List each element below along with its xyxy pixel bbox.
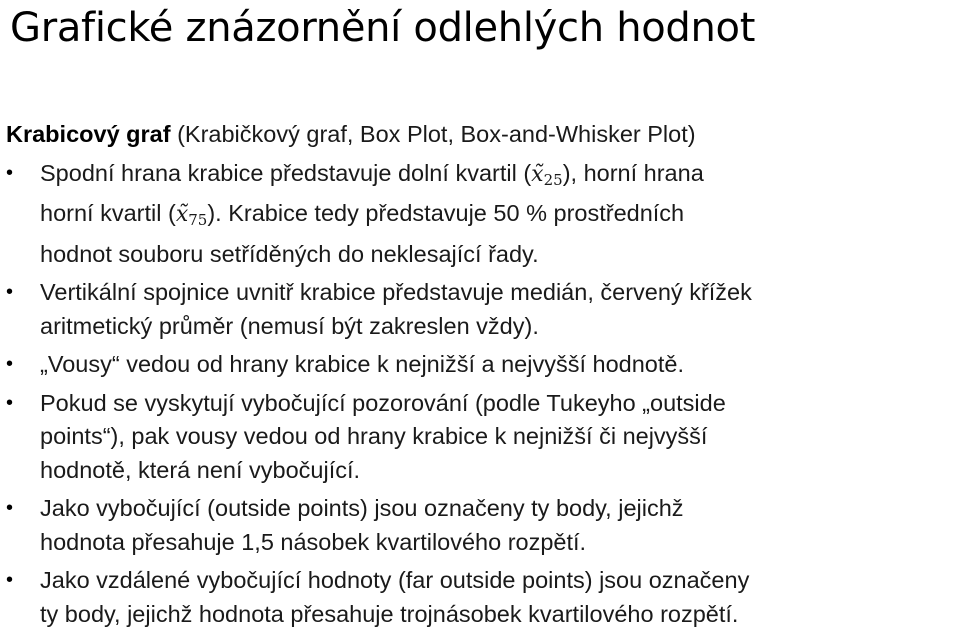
text-line bbox=[40, 157, 956, 198]
list-item bbox=[6, 387, 956, 488]
bullet-marker: • bbox=[6, 281, 14, 303]
bullet-marker: • bbox=[6, 569, 14, 591]
text-line: Jako vzdálené vybočující hodnoty (far outside points) jsou označeny bbox=[40, 567, 750, 593]
list-item bbox=[6, 564, 956, 631]
text-line: points“), pak vousy vedou od hrany krabice k nejnižší či nejvyšší bbox=[40, 423, 708, 449]
quartile-symbol bbox=[531, 162, 563, 187]
text-line: hodnota přesahuje 1,5 násobek kvartilového rozpětí. bbox=[40, 528, 587, 555]
text-line: „Vousy“ vedou od hrany krabice k nejnižší a nejvyšší hodnotě. bbox=[40, 351, 685, 377]
bullet-marker: • bbox=[6, 353, 14, 375]
text-segment: ), horní hrana bbox=[562, 159, 704, 186]
text-line: ty body, jejichž hodnota přesahuje trojnásobek kvartilového rozpětí. bbox=[40, 600, 739, 627]
bullet-marker: • bbox=[6, 497, 14, 519]
list-item bbox=[6, 157, 956, 272]
quartile-symbol bbox=[176, 202, 208, 227]
x-tilde-symbol: x̃ bbox=[531, 161, 544, 187]
text-line: Pokud se vyskytují vybočující pozorování (podle Tukeyho „outside bbox=[40, 389, 726, 416]
text-segment: ). Krabice tedy představuje 50 % prostředních bbox=[207, 200, 685, 226]
symbol-subscript: 75 bbox=[188, 211, 208, 229]
x-tilde-symbol: x̃ bbox=[175, 202, 189, 227]
bullet-marker: • bbox=[6, 391, 14, 414]
symbol-subscript: 25 bbox=[543, 170, 563, 189]
slide-title: Grafické znázornění odlehlých hodnot bbox=[10, 5, 756, 51]
text-line bbox=[40, 197, 956, 238]
list-item bbox=[6, 348, 956, 382]
bullet-list bbox=[6, 157, 956, 632]
text-segment: horní kvartil ( bbox=[40, 200, 176, 226]
text-line: Jako vybočující (outside points) jsou označeny ty body, jejichž bbox=[40, 495, 684, 521]
text-line: hodnotě, která není vybočující. bbox=[40, 456, 361, 483]
text-line: Vertikální spojnice uvnitř krabice představuje medián, červený křížek bbox=[40, 279, 752, 305]
slide-body bbox=[6, 118, 956, 631]
intro-line bbox=[6, 118, 956, 152]
list-item bbox=[6, 276, 956, 343]
text-line: aritmetický průměr (nemusí být zakreslen vždy). bbox=[40, 312, 539, 339]
intro-synonyms: (Krabičkový graf, Box Plot, Box-and-Whisker Plot) bbox=[170, 121, 696, 147]
text-line: hodnot souboru setříděných do neklesající řady. bbox=[40, 240, 539, 267]
text-segment: Spodní hrana krabice představuje dolní kvartil ( bbox=[40, 159, 532, 186]
list-item bbox=[6, 492, 956, 559]
intro-lead-term: Krabicový graf bbox=[6, 121, 171, 147]
bullet-marker: • bbox=[6, 161, 14, 184]
